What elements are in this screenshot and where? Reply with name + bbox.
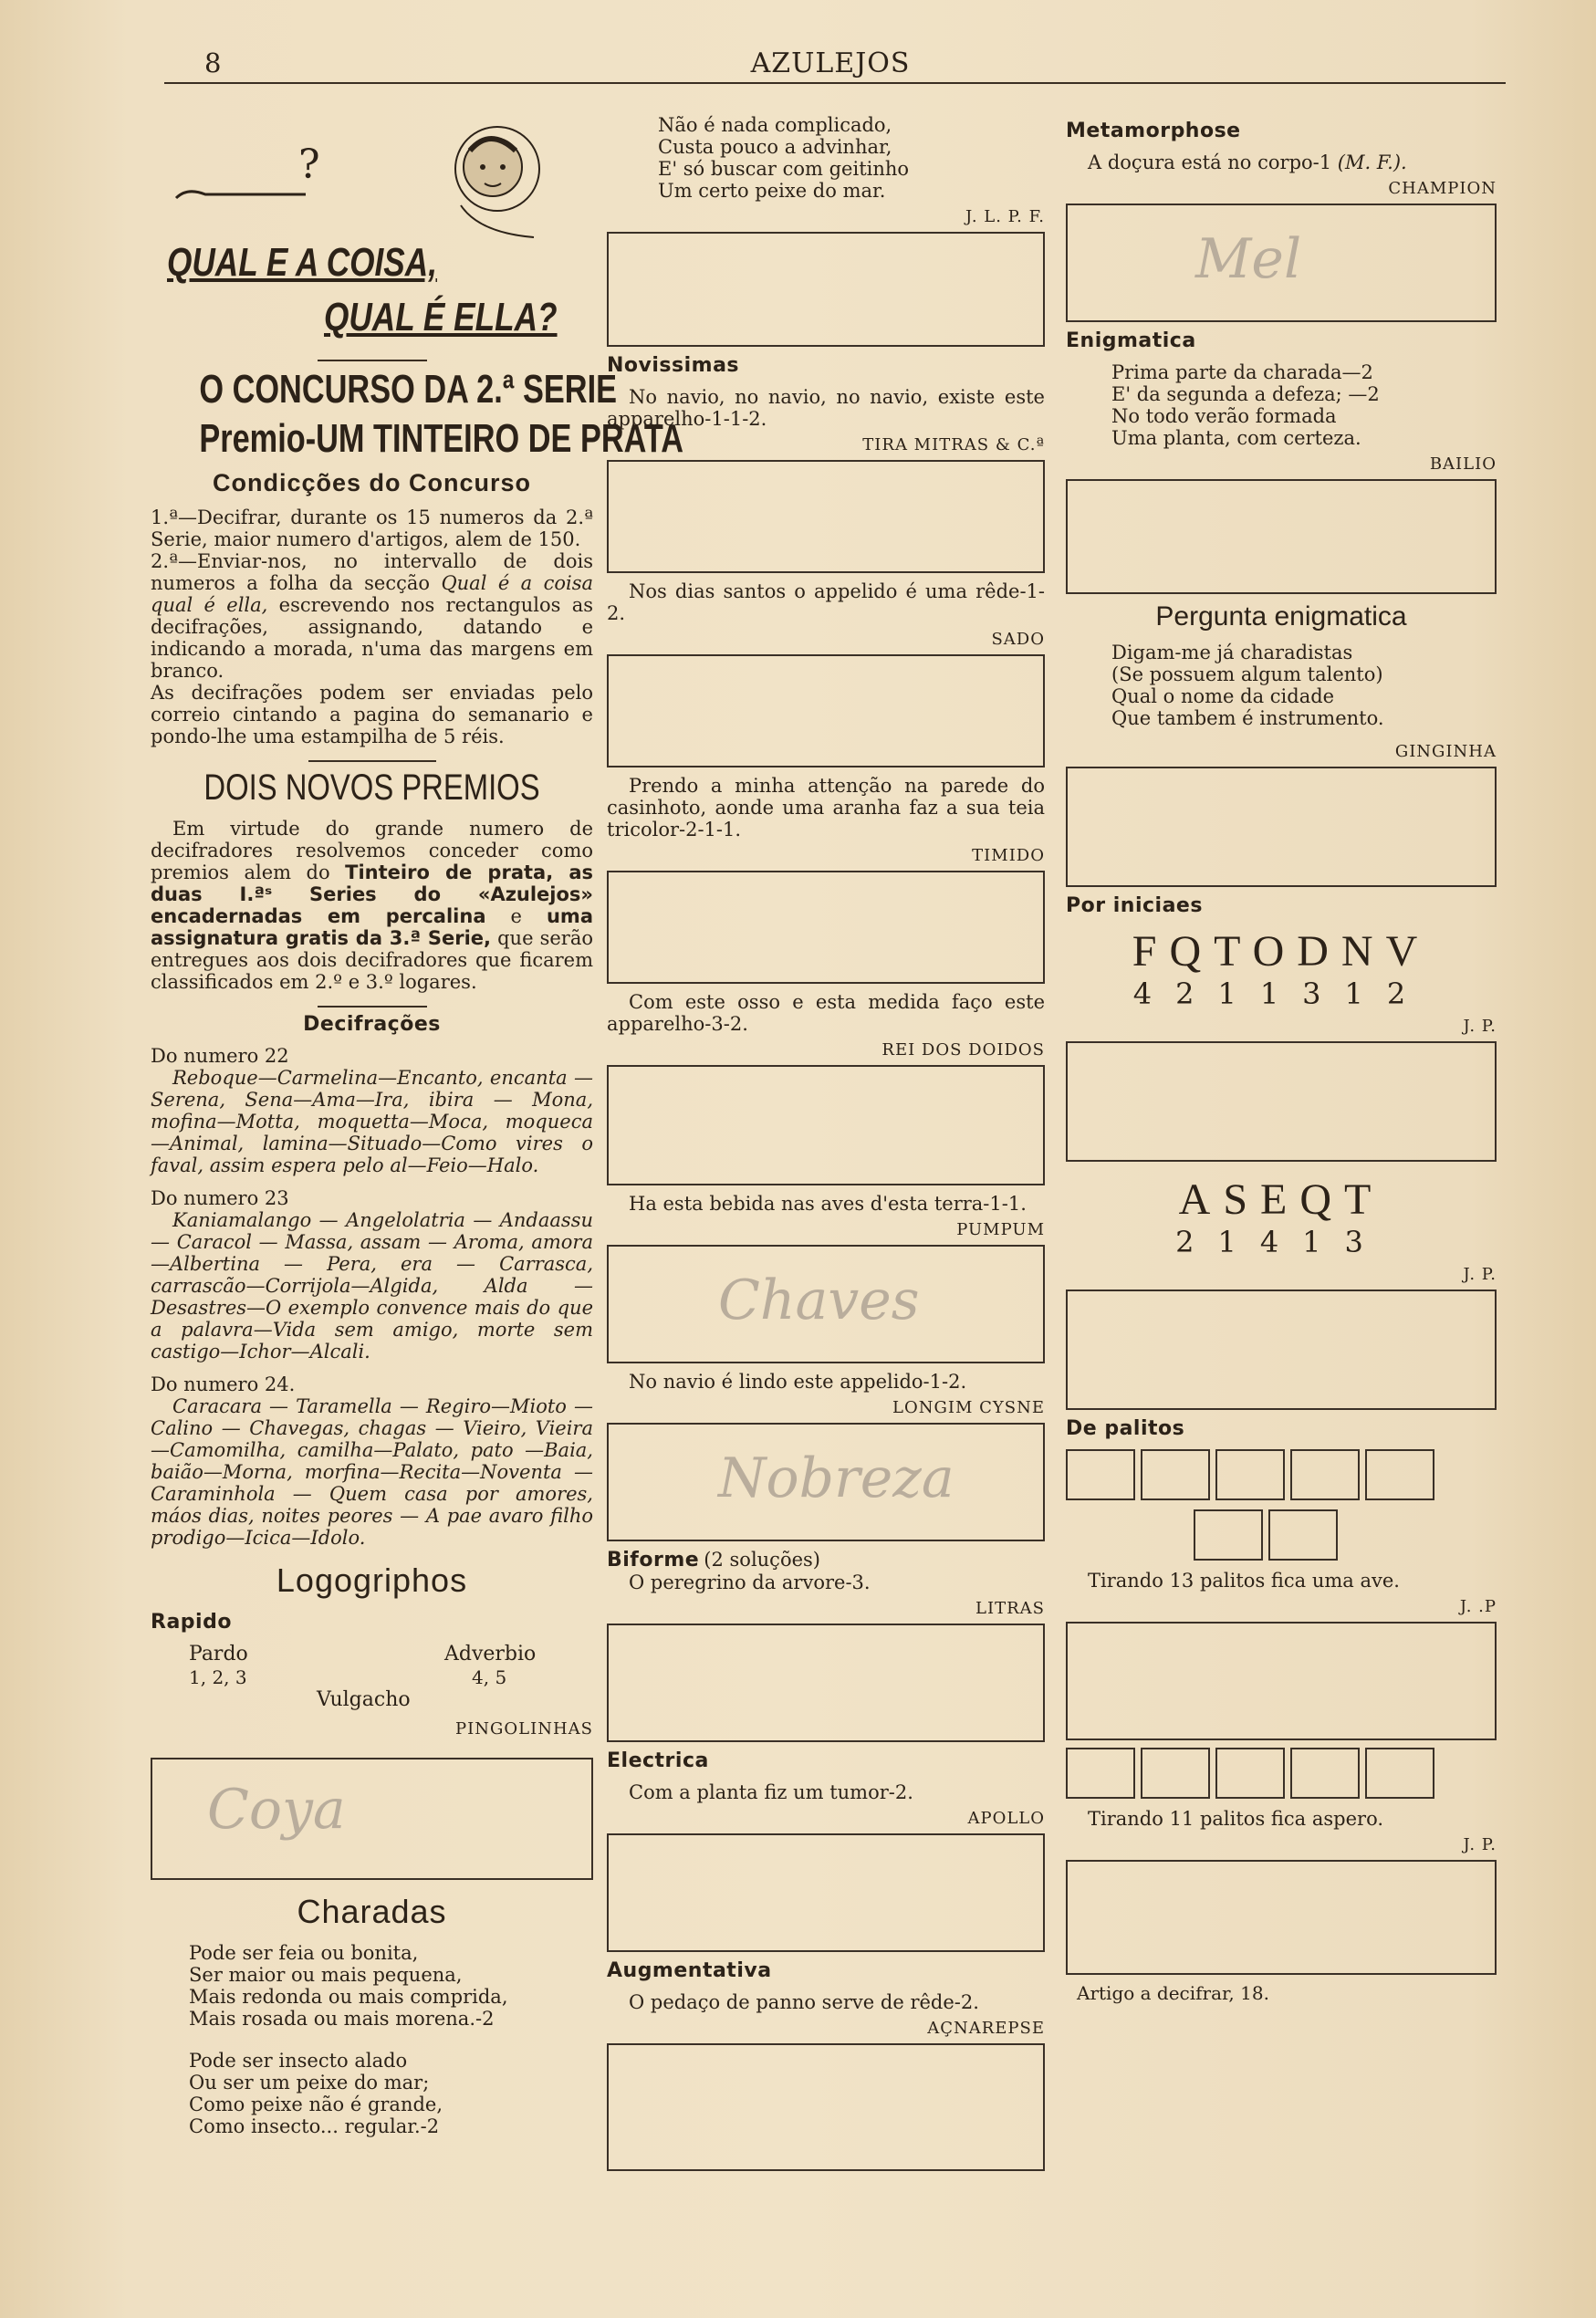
verse-line: Digam-me já charadistas xyxy=(1111,642,1353,663)
signature: APOLLO xyxy=(967,1809,1045,1828)
new-prizes-title: DOIS NOVOS PREMIOS xyxy=(203,767,540,808)
charada-2 xyxy=(151,2050,593,2137)
word-vulgacho: Vulgacho xyxy=(317,1688,411,1711)
signature: TIRA MITRAS & C.ª xyxy=(862,435,1045,454)
verse-line: Como insecto... regular.-2 xyxy=(189,2115,440,2137)
pergunta-title: Pergunta enigmatica xyxy=(1155,601,1407,632)
condition-1: 1.ª—Decifrar, durante os 15 numeros da 2.ª Serie, maior numero d'artigos, alem de 150. xyxy=(151,506,593,550)
matchstick-figure xyxy=(1194,1509,1497,1561)
word-adverbio-numbers: 4, 5 xyxy=(472,1666,507,1688)
enigmatica-verse xyxy=(1066,361,1497,449)
number-24-label: Do numero 24. xyxy=(151,1373,296,1395)
iniciaes-title: Por iniciaes xyxy=(1066,894,1203,917)
matchstick-cell xyxy=(1215,1449,1285,1500)
puzzle-text: Tirando 13 palitos fica uma ave. xyxy=(1088,1570,1400,1592)
answer-box[interactable] xyxy=(607,1065,1045,1185)
answer-box[interactable] xyxy=(1066,1622,1497,1740)
matchstick-cell xyxy=(1290,1449,1360,1500)
initials-digits: 4211312 xyxy=(1132,976,1430,1011)
svg-text:?: ? xyxy=(298,141,320,188)
verse-line: Não é nada complicado, xyxy=(658,114,892,136)
initials-letters: FQTODNV xyxy=(1132,927,1431,976)
logo-line-1: QUAL E A COISA, xyxy=(167,240,437,285)
logogriphos-title: Logogriphos xyxy=(276,1561,468,1599)
handwritten-answer: Nobreza xyxy=(718,1446,954,1510)
verse-line: Qual o nome da cidade xyxy=(1111,685,1335,707)
signature: J. L. P. F. xyxy=(965,207,1045,226)
prize-title: Premio-UM TINTEIRO DE PRATA xyxy=(199,416,684,461)
matchstick-cell xyxy=(1066,1748,1135,1799)
handwritten-answer: Coya xyxy=(207,1778,346,1842)
answer-box[interactable] xyxy=(607,871,1045,984)
verse-line: Ou ser um peixe do mar; xyxy=(189,2072,430,2094)
divider xyxy=(318,360,427,361)
decifracoes-title: Decifrações xyxy=(303,1013,441,1036)
answer-box[interactable] xyxy=(607,460,1045,573)
verse-line: Pode ser insecto alado xyxy=(189,2050,408,2072)
handwritten-answer: Mel xyxy=(1195,227,1302,291)
condition-3: As decifrações podem ser enviadas pelo correio cintando a pagina do semanario e pondo-lhe uma estampilha de 5 réis. xyxy=(151,682,593,747)
verse-line: E' só buscar com geitinho xyxy=(658,158,910,180)
divider xyxy=(308,760,436,762)
answer-box[interactable] xyxy=(607,1624,1045,1742)
answer-box[interactable] xyxy=(607,654,1045,767)
matchstick-figure xyxy=(1066,1748,1497,1799)
initials-letters: ASEQT xyxy=(1178,1175,1384,1224)
signature: CHAMPION xyxy=(1388,179,1497,198)
puzzle-text: No navio, no navio, no navio, existe este apparelho-1-1-2. xyxy=(607,386,1045,430)
answer-box[interactable] xyxy=(1066,1041,1497,1162)
verse-line: Mais rosada ou mais morena.-2 xyxy=(189,2008,495,2030)
column-middle xyxy=(607,114,1045,2178)
number-23-answers: Kaniamalango — Angelolatria — Andaassu — Caracol — Massa, assam — Aroma, amora—Albertina — Pera, era — Carrasca, carrascão—Corrijola—Algida, Alda — Desastres—O exemplo convence mais do que a palavra—Vida sem amigo, morte sem castigo—Ichor—Alcali. xyxy=(151,1209,593,1363)
matchstick-figure xyxy=(1066,1449,1497,1500)
matchstick-cell xyxy=(1141,1449,1210,1500)
pergunta-verse xyxy=(1066,642,1497,729)
matchstick-cell xyxy=(1194,1509,1263,1561)
divider xyxy=(318,1006,427,1008)
answer-box[interactable] xyxy=(607,2043,1045,2171)
signature: J. P. xyxy=(1463,1017,1497,1036)
puzzle-text: A doçura está no corpo-1 (M. F.). xyxy=(1088,151,1407,173)
verse-line: (Se possuem algum talento) xyxy=(1111,663,1383,685)
answer-box[interactable] xyxy=(607,1833,1045,1952)
charada-1 xyxy=(151,1942,593,2030)
answer-box[interactable] xyxy=(607,1245,1045,1363)
answer-box[interactable] xyxy=(607,232,1045,347)
puzzle-text: Ha esta bebida nas aves d'esta terra-1-1. xyxy=(629,1193,1027,1215)
puzzle-text: O pedaço de panno serve de rêde-2. xyxy=(629,1991,979,2013)
matchstick-cell xyxy=(1365,1449,1434,1500)
signature: TIMIDO xyxy=(972,846,1045,865)
biforme-title: Biforme xyxy=(607,1549,700,1571)
puzzle-text: Tirando 11 palitos fica aspero. xyxy=(1088,1808,1384,1830)
answer-box[interactable] xyxy=(1066,1860,1497,1975)
puzzle-text: Com este osso e esta medida faço este apparelho-3-2. xyxy=(607,991,1045,1035)
verse-line: No todo verão formada xyxy=(1111,405,1337,427)
signature: GINGINHA xyxy=(1394,742,1497,761)
signature-pingolinhas: PINGOLINHAS xyxy=(455,1719,593,1738)
verse-line: Um certo peixe do mar. xyxy=(658,180,886,202)
enigmatica-title: Enigmatica xyxy=(1066,329,1196,352)
charadas-title: Charadas xyxy=(297,1893,447,1930)
logo-line-2: QUAL É ELLA? xyxy=(324,295,558,339)
verse-line: Pode ser feia ou bonita, xyxy=(189,1942,419,1964)
verse-line: Prima parte da charada—2 xyxy=(1111,361,1373,383)
verse-line: Como peixe não é grande, xyxy=(189,2094,443,2115)
electrica-title: Electrica xyxy=(607,1749,709,1772)
verse-line: Que tambem é instrumento. xyxy=(1111,707,1384,729)
answer-box[interactable] xyxy=(607,1423,1045,1541)
word-pardo-numbers: 1, 2, 3 xyxy=(189,1666,247,1688)
puzzle-text: O peregrino da arvore-3. xyxy=(629,1571,871,1593)
verse-line: Custa pouco a advinhar, xyxy=(658,136,892,158)
articles-count: Artigo a decifrar, 18. xyxy=(1077,1982,1269,2004)
answer-box[interactable] xyxy=(151,1758,593,1880)
novissimas-title: Novissimas xyxy=(607,354,740,377)
signature: J. P. xyxy=(1463,1835,1497,1854)
number-22-answers: Reboque—Carmelina—Encanto, encanta —Serena, Sena—Ama—Ira, ibira — Mona, mofina—Motta, moquetta—Moca, moqueca —Animal, lamina—Situado—Como vires o faval, assim espera pelo al—Feio—Halo. xyxy=(151,1067,593,1176)
verse-line: Ser maior ou mais pequena, xyxy=(189,1964,463,1986)
signature: J. P. xyxy=(1463,1265,1497,1284)
puzzle-text: No navio é lindo este appelido-1-2. xyxy=(629,1371,967,1393)
number-24-answers: Caracara — Taramella — Regiro—Mioto — Calino — Chavegas, chagas — Vieiro, Vieira—Camomilha, camilha—Palato, pato —Baia, baião—Morna, morfina—Recita—Noventa — Caraminhola — Quem casa por amores, máos dias, noites peores — A pae avaro filho prodigo—Icica—Idolo. xyxy=(151,1395,593,1549)
puzzle-text: Com a planta fiz um tumor-2. xyxy=(629,1781,913,1803)
matchstick-cell xyxy=(1365,1748,1434,1799)
word-pardo: Pardo xyxy=(189,1643,248,1665)
signature: LITRAS xyxy=(975,1599,1045,1618)
puzzle-section-logo xyxy=(151,114,593,347)
initials-digits: 21413 xyxy=(1175,1225,1387,1259)
number-22-label: Do numero 22 xyxy=(151,1045,289,1067)
matchstick-cell xyxy=(1066,1449,1135,1500)
signature: BAILIO xyxy=(1429,454,1497,474)
puzzle-text: Prendo a minha attenção na parede do casinhoto, aonde uma aranha faz a sua teia tricolor-2-1-1. xyxy=(607,775,1045,841)
augmentativa-title: Augmentativa xyxy=(607,1959,772,1982)
metamorphose-title: Metamorphose xyxy=(1066,120,1241,142)
matchstick-cell xyxy=(1141,1748,1210,1799)
column-right xyxy=(1066,114,1497,2004)
puzzle-text: Nos dias santos o appelido é uma rêde-1-2. xyxy=(607,580,1045,624)
biforme-heading xyxy=(607,1549,1045,1571)
word-adverbio: Adverbio xyxy=(444,1643,537,1665)
answer-box[interactable] xyxy=(1066,204,1497,322)
palitos-title: De palitos xyxy=(1066,1417,1185,1440)
signature: J. .P xyxy=(1459,1597,1497,1616)
number-23-label: Do numero 23 xyxy=(151,1187,289,1209)
page-number: 8 xyxy=(204,47,222,78)
signature: SADO xyxy=(991,630,1045,649)
answer-box[interactable] xyxy=(1066,1290,1497,1410)
rapido-label: Rapido xyxy=(151,1611,232,1634)
signature: LONGIM CYSNE xyxy=(892,1398,1045,1417)
signature: PUMPUM xyxy=(956,1220,1045,1239)
matchstick-cell xyxy=(1215,1748,1285,1799)
contest-title: O CONCURSO DA 2.ª SERIE xyxy=(199,367,618,412)
signature: REI DOS DOIDOS xyxy=(881,1040,1045,1060)
matchstick-cell xyxy=(1268,1509,1338,1561)
new-prizes-text: Em virtude do grande numero de decifradores resolvemos conceder como premios alem do Tinteiro de prata, as duas I.ªˢ Series do «Azulejos» encadernadas em percalina e uma assignatura gratis da 3.ª Serie, que serão entregues aos dois decifradores que ficarem classificados em 2.º e 3.º logares. xyxy=(151,818,593,993)
signature: AÇNAREPSE xyxy=(927,2019,1045,2038)
page-title: AZULEJOS xyxy=(750,47,911,79)
condition-2: 2.ª—Enviar-nos, no intervallo de dois numeros a folha da secção Qual é a coisa qual é ella, escrevendo nos rectangulos as decifrações, assignando, datando e indicando a morada, n'uma das margens em branco. xyxy=(151,550,593,682)
matchstick-cell xyxy=(1290,1748,1360,1799)
verse-line: E' da segunda a defeza; —2 xyxy=(1111,383,1380,405)
answer-box[interactable] xyxy=(1066,479,1497,594)
poem xyxy=(607,114,1045,202)
conditions-title: Condicções do Concurso xyxy=(212,469,532,496)
handwritten-answer: Chaves xyxy=(718,1269,920,1332)
logogripho-puzzle xyxy=(151,1643,593,1752)
verse-line: Uma planta, com certeza. xyxy=(1111,427,1361,449)
answer-box[interactable] xyxy=(1066,767,1497,887)
verse-line: Mais redonda ou mais comprida, xyxy=(189,1986,508,2008)
biforme-subtitle: (2 soluções) xyxy=(704,1549,820,1571)
header-rule xyxy=(164,82,1506,84)
